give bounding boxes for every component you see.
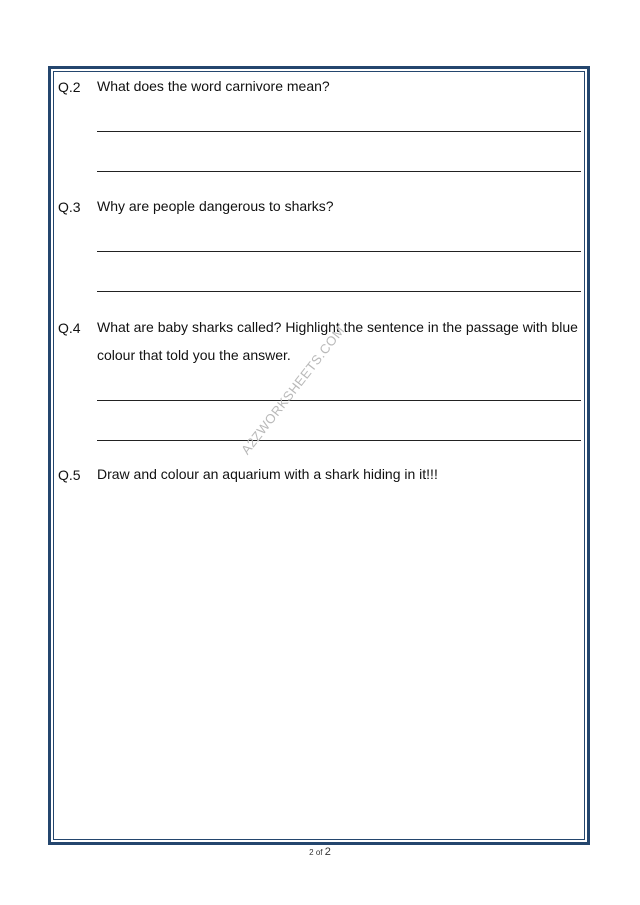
- question-5-number: Q.5: [58, 467, 81, 483]
- drawing-area[interactable]: [60, 495, 580, 830]
- question-2-answer-line-1[interactable]: [97, 131, 581, 132]
- question-3-answer-line-1[interactable]: [97, 251, 581, 252]
- question-3-text: Why are people dangerous to sharks?: [97, 198, 334, 214]
- page-number-total: 2: [324, 846, 331, 858]
- question-2-text: What does the word carnivore mean?: [97, 78, 330, 94]
- question-5-text: Draw and colour an aquarium with a shark hiding in it!!!: [97, 466, 438, 482]
- question-4-number: Q.4: [58, 320, 81, 336]
- question-2-number: Q.2: [58, 79, 81, 95]
- watermark: A2ZWORKSHEETS.COM: [238, 322, 348, 458]
- page-number-prefix: 2 of: [309, 848, 325, 857]
- question-2-answer-line-2[interactable]: [97, 171, 581, 172]
- question-3-answer-line-2[interactable]: [97, 291, 581, 292]
- question-4-text: What are baby sharks called? Highlight the sentence in the passage with blue colour that told you the answer.: [97, 319, 578, 363]
- page-number: [0, 846, 640, 858]
- question-4-answer-line-1[interactable]: [97, 400, 581, 401]
- question-3-number: Q.3: [58, 199, 81, 215]
- question-4-answer-line-2[interactable]: [97, 440, 581, 441]
